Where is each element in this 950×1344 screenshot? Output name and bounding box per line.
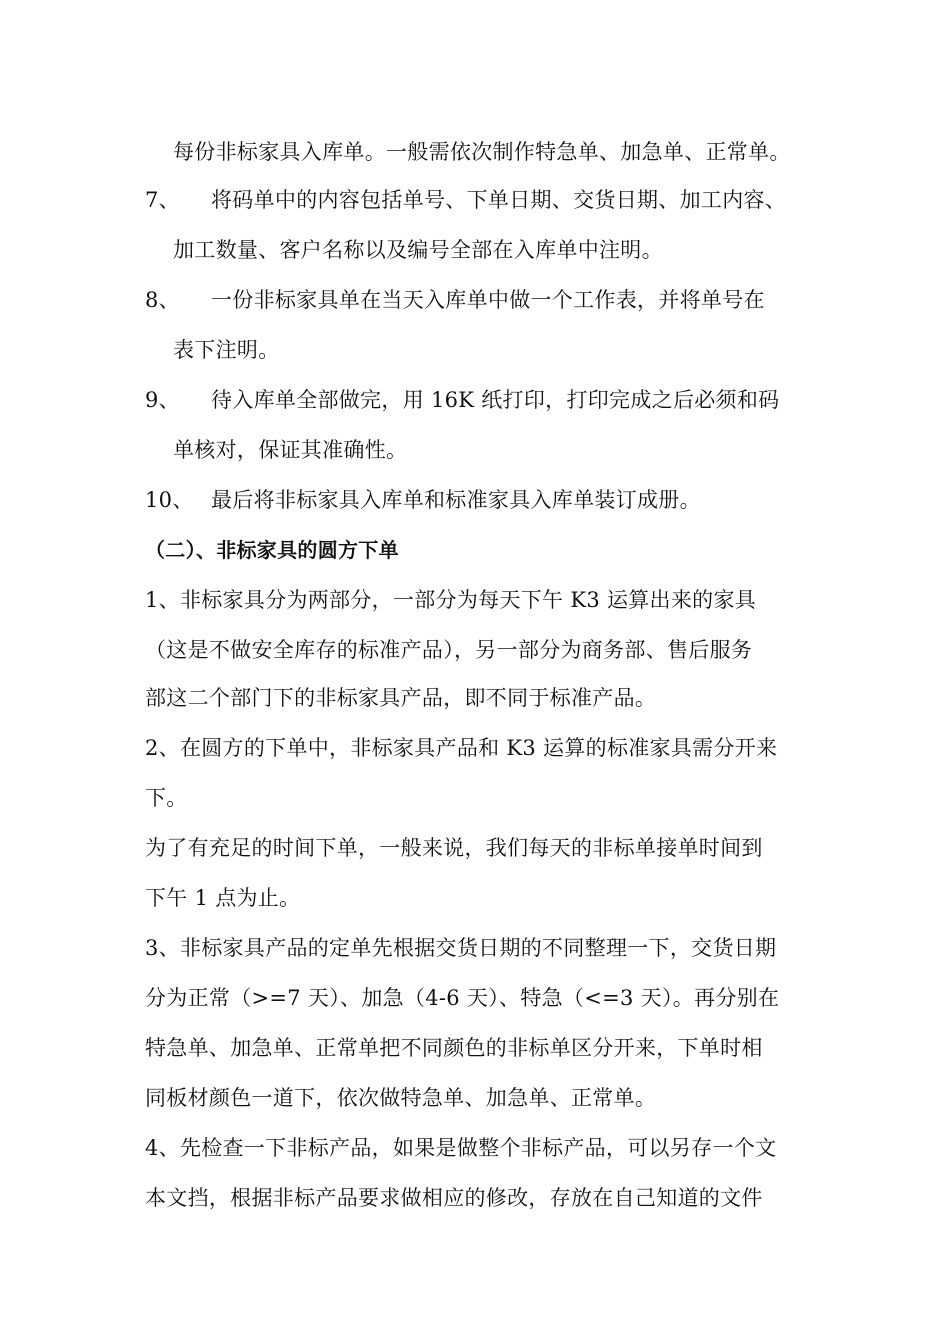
paragraph-line: （这是不做安全库存的标准产品），另一部分为商务部、售后服务 [145,638,753,662]
text-line: 表下注明。 [173,338,280,362]
list-text: 将码单中的内容包括单号、下单日期、交货日期、加工内容、 [211,188,787,212]
paragraph-line: 为了有充足的时间下单，一般来说，我们每天的非标单接单时间到 [145,836,763,860]
paragraph-line: 3、非标家具产品的定单先根据交货日期的不同整理一下，交货日期 [145,936,777,960]
list-text: 待入库单全部做完，用 16K 纸打印，打印完成之后必须和码 [211,388,780,412]
section-heading: （二）、非标家具的圆方下单 [145,538,399,562]
paragraph-line: 本文挡，根据非标产品要求做相应的修改，存放在自己知道的文件 [145,1186,763,1210]
list-text: 一份非标家具单在当天入库单中做一个工作表，并将单号在 [211,288,765,312]
list-number: 8、 [145,288,180,312]
text-line: 单核对，保证其准确性。 [173,438,408,462]
paragraph-line: 4、先检查一下非标产品，如果是做整个非标产品，可以另存一个文 [145,1136,777,1160]
paragraph-line: 2、在圆方的下单中，非标家具产品和 K3 运算的标准家具需分开来 [145,736,778,760]
paragraph-line: 特急单、加急单、正常单把不同颜色的非标单区分开来，下单时相 [145,1036,763,1060]
list-number: 9、 [145,388,180,412]
list-number: 7、 [145,188,180,212]
paragraph-line: 同板材颜色一道下，依次做特急单、加急单、正常单。 [145,1086,657,1110]
paragraph-line: 分为正常（>=7 天）、加急（4-6 天）、特急（<=3 天）。再分别在 [145,986,780,1010]
paragraph-line: 部这二个部门下的非标家具产品，即不同于标准产品。 [145,686,657,710]
paragraph-line: 下午 1 点为止。 [145,886,301,910]
paragraph-line: 下。 [145,786,188,810]
text-line: 加工数量、客户名称以及编号全部在入库单中注明。 [173,238,663,262]
list-text: 最后将非标家具入库单和标准家具入库单装订成册。 [211,488,701,512]
list-number: 10、 [145,488,194,512]
paragraph-line: 1、非标家具分为两部分，一部分为每天下午 K3 运算出来的家具 [145,588,757,612]
text-line: 每份非标家具入库单。一般需依次制作特急单、加急单、正常单。 [173,140,791,164]
